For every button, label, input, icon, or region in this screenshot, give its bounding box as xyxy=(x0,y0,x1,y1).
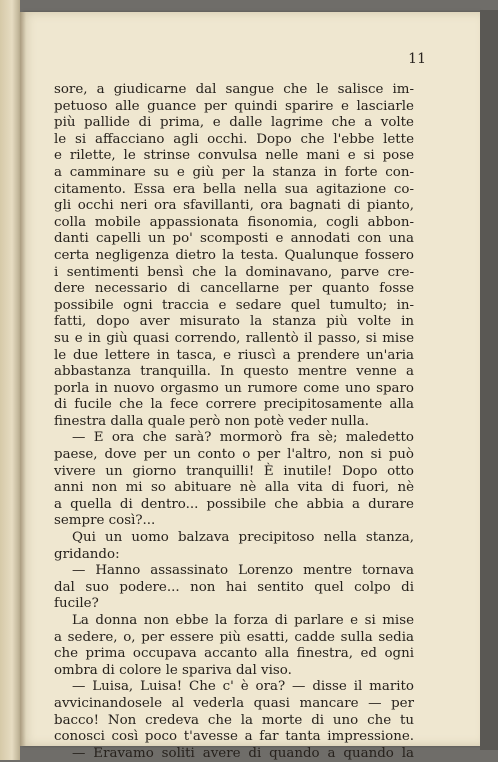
text-line: — Luisa, Luisa! Che c' è ora? — disse il marito xyxy=(72,679,414,695)
text-line: fucile? xyxy=(54,596,99,612)
text-line: porla in nuovo orgasmo un rumore come uno sparo xyxy=(54,380,414,396)
page-gutter-shadow xyxy=(20,12,26,746)
text-line: anni non mi so abituare nè alla vita di fuori, nè xyxy=(54,480,414,496)
text-line: su e in giù quasi correndo, rallentò il passo, si mise xyxy=(54,330,414,346)
text-line: paese, dove per un conto o per l'altro, non si può xyxy=(54,447,414,463)
text-line: certa negligenza dietro la testa. Qualunque fossero xyxy=(54,247,414,263)
text-line: Qui un uomo balzava precipitoso nella stanza, xyxy=(72,530,414,546)
text-line: più pallide di prima, e dalle lagrime che a volte xyxy=(54,115,414,131)
text-line: La donna non ebbe la forza di parlare e si mise xyxy=(72,613,414,628)
text-line: danti capelli un po' scomposti e annodati con una xyxy=(54,231,414,247)
text-line: di fucile che la fece correre precipitosamente alla xyxy=(54,397,414,413)
text-line: vivere un giorno tranquilli! È inutile! Dopo otto xyxy=(54,463,414,479)
text-line: dal suo podere... non hai sentito quel colpo di xyxy=(54,579,414,595)
page-number: 11 xyxy=(408,51,426,67)
text-line: a camminare su e giù per la stanza in forte con- xyxy=(54,164,414,180)
text-line: a quella di dentro... possibile che abbia a durare xyxy=(54,496,414,512)
text-line: citamento. Essa era bella nella sua agitazione co- xyxy=(54,181,414,197)
text-line: petuoso alle guance per quindi sparire e lasciarle xyxy=(54,98,414,114)
text-line: finestra dalla quale però non potè veder nulla. xyxy=(54,413,370,429)
text-line: possibile ogni traccia e sedare quel tumulto; in- xyxy=(54,297,414,313)
body-text xyxy=(54,82,414,762)
text-line: gli occhi neri ora sfavillanti, ora bagnati di pianto, xyxy=(54,198,414,214)
text-line: gridando: xyxy=(54,546,120,562)
text-line: le si affacciano agli occhi. Dopo che l'ebbe lette xyxy=(54,131,414,147)
text-line: colla mobile appassionata fisonomia, cogli abbon- xyxy=(54,214,414,230)
text-line: le due lettere in tasca, e riuscì a prendere un'aria xyxy=(54,347,414,363)
text-line: bacco! Non credeva che la morte di uno che tu xyxy=(54,712,414,728)
text-line: i sentimenti bensì che la dominavano, parve cre- xyxy=(54,264,414,280)
facing-page-edge xyxy=(0,0,20,760)
text-line: fatti, dopo aver misurato la stanza più volte in xyxy=(54,314,414,330)
text-line: abbastanza tranquilla. In questo mentre venne a xyxy=(54,364,414,380)
text-line: sempre così?... xyxy=(54,513,156,529)
text-line: sore, a giudicarne dal sangue che le salisce im- xyxy=(54,82,414,97)
text-line: che prima occupava accanto alla finestra, ed ogni xyxy=(54,646,414,662)
text-line: — Eravamo soliti avere di quando a quando la xyxy=(72,745,414,761)
text-line: conosci così poco t'avesse a far tanta impressione. xyxy=(54,729,414,745)
text-line: — Hanno assassinato Lorenzo mentre tornava xyxy=(72,563,414,579)
text-line: ombra di colore le spariva dal viso. xyxy=(54,662,292,678)
text-line: avvicinandosele al vederla quasi mancare — per xyxy=(54,695,414,711)
text-line: — E ora che sarà? mormorò fra sè; maledetto xyxy=(72,430,414,446)
text-line: dere necessario di cancellarne per quanto fosse xyxy=(54,281,414,297)
scan-background-edge xyxy=(480,10,498,750)
text-line: a sedere, o, per essere più esatti, cadde sulla sedia xyxy=(54,629,414,645)
text-line: e rilette, le strinse convulsa nelle mani e si pose xyxy=(54,148,414,164)
